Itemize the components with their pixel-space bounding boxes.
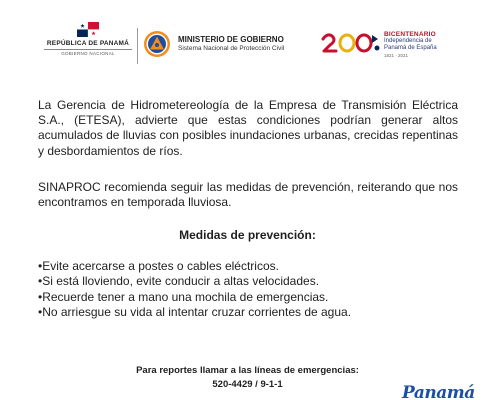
panama-brand-logo: Panamá bbox=[402, 383, 475, 400]
bicentenario-block bbox=[384, 31, 437, 58]
panama-government-logo bbox=[44, 22, 132, 56]
list-item: •Recuerde tener a mano una mochila de emergencias. bbox=[38, 289, 329, 304]
bicentenario-emblem-icon bbox=[320, 30, 382, 56]
sinaproc-emblem-icon bbox=[143, 30, 171, 58]
ministry-block bbox=[178, 35, 284, 52]
header-divider bbox=[137, 28, 138, 64]
recommendation-paragraph: SINAPROC recomienda seguir las medidas de prevención, reiterando que nos encontramos en temporada lluviosa. bbox=[38, 180, 458, 210]
prevention-list bbox=[38, 259, 458, 321]
prevention-title: Medidas de prevención: bbox=[179, 228, 316, 242]
panama-subtitle: GOBIERNO NACIONAL bbox=[44, 49, 132, 56]
bicentenario-title: BICENTENARIO bbox=[384, 31, 436, 38]
emergency-lines-label: Para reportes llamar a las líneas de emergencias: bbox=[136, 365, 359, 376]
panama-name: REPÚBLICA DE PANAMÁ bbox=[46, 40, 130, 47]
bicentenario-line-2: Panamá de España bbox=[384, 45, 437, 51]
bicentenario-line-1: Independencia de bbox=[384, 38, 432, 44]
ministry-title: MINISTERIO DE GOBIERNO bbox=[178, 35, 284, 44]
header bbox=[0, 0, 495, 92]
ministry-subtitle: Sistema Nacional de Protección Civil bbox=[178, 45, 285, 52]
advisory-paragraph: La Gerencia de Hidrometereología de la Empresa de Transmisión Eléctrica S.A., (ETESA), advierte que estas condiciones podrían generar altos acumulados de lluvias con posibles inundaciones urbanas, crecidas repentinas y desbordamientos de ríos. bbox=[38, 98, 458, 158]
bicentenario-years: 1821 · 2021 bbox=[384, 53, 409, 58]
list-item: •Si está lloviendo, evite conducir a altas velocidades. bbox=[38, 274, 320, 289]
list-item: •Evite acercarse a postes o cables eléctricos. bbox=[38, 259, 279, 273]
panama-flag-icon bbox=[77, 22, 99, 37]
list-item: •No arriesgue su vida al intentar cruzar corrientes de agua. bbox=[38, 305, 352, 320]
emergency-phone-numbers: 520-4429 / 9-1-1 bbox=[212, 379, 283, 390]
